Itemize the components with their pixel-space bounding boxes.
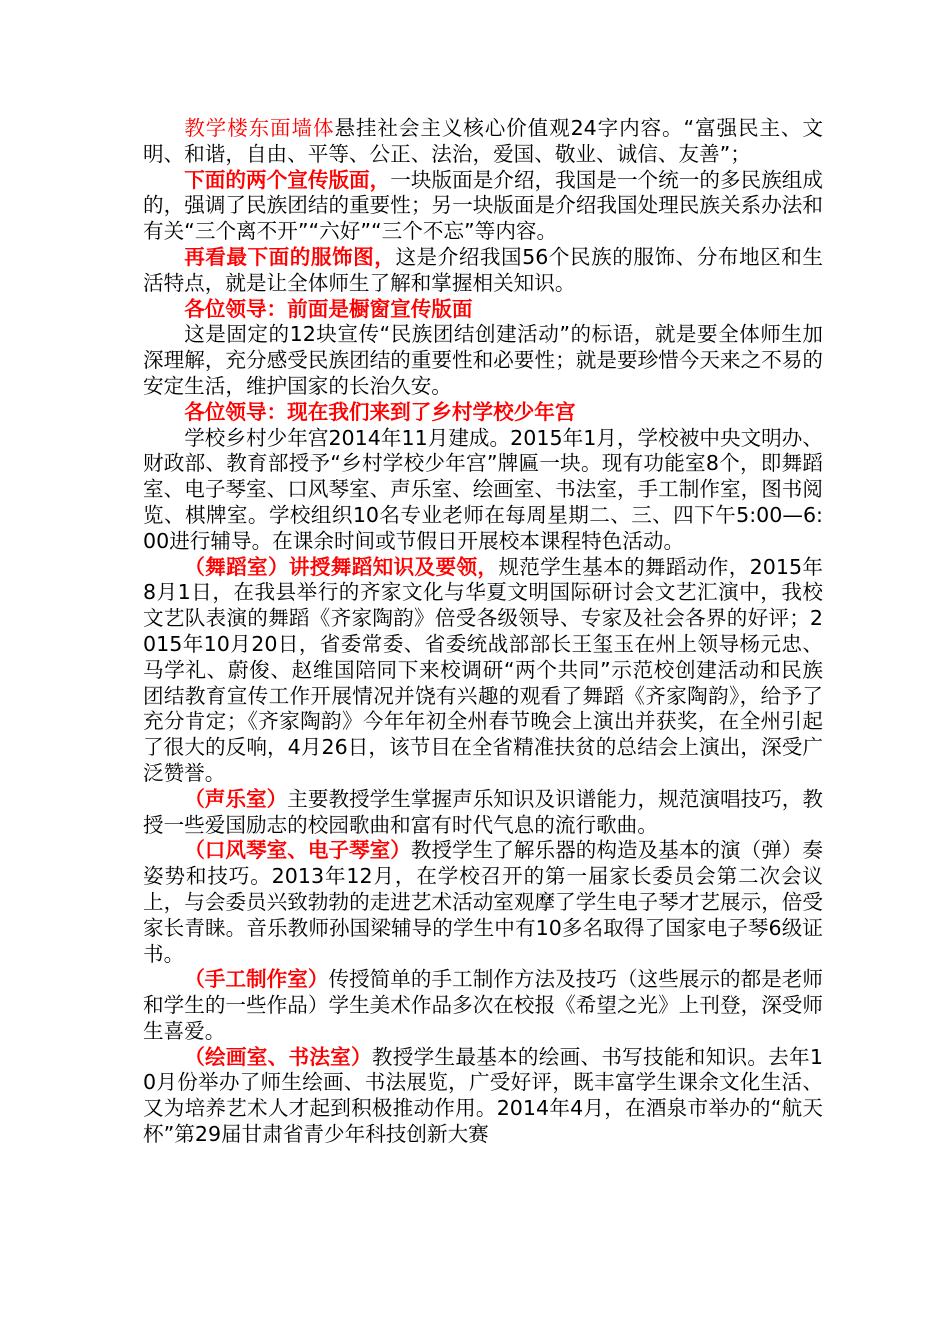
paragraph-heading: 再看最下面的服饰图， [184,244,396,269]
paragraph-heading: （口风琴室、电子琴室） [184,838,411,863]
paragraph-body: 主要教授学生掌握声乐知识及识谱能力，规范演唱技巧，教授一些爱国励志的校园歌曲和富有时代气息的流行歌曲。 [143,786,824,837]
paragraph-body: 一块版面是介绍，我国是一个统一的多民族组成的，强调了民族团结的重要性；另一块版面是介绍我国处理民族关系办法和有关“三个离不开”“六好”“三个不忘”等内容。 [143,167,824,244]
paragraph-body: 教授学生最基本的绘画、书写技能和知识。去年10月份举办了师生绘画、书法展览，广受好评，既丰富学生课余文化生活、又为培养艺术人才起到积极推动作用。2014年4月，在酒泉市举办的“航天杯”第29届甘肃省青少年科技创新大赛 [143,1044,823,1147]
paragraph-body: 这是固定的12块宣传“民族团结创建活动”的标语，就是要全体师生加深理解，充分感受民族团结的重要性和必要性；就是要珍惜今天来之不易的安定生活，维护国家的长治久安。 [143,322,823,398]
document-page [143,116,823,1148]
paragraph-youth-palace [143,426,823,555]
paragraph-dance-room [143,555,823,787]
paragraph-showcase-heading [143,297,823,323]
paragraph-slogans [143,322,823,399]
paragraph-youth-palace-heading [143,400,823,426]
paragraph-heading: （手工制作室） [184,967,329,992]
paragraph-body: 学校乡村少年宫2014年11月建成。2015年1月，学校被中央文明办、财政部、教育部授予“乡村学校少年宫”牌匾一块。现有功能室8个，即舞蹈室、电子琴室、口风琴室、声乐室、绘画室、书法室，手工制作室，图书阅览、棋牌室。学校组织10名专业老师在每周星期二、三、四下午5:00—6:00进行辅导。在课余时间或节假日开展校本课程特色活动。 [143,425,823,553]
paragraph-two-boards [143,168,823,245]
paragraph-body: 这是介绍我国56个民族的服饰、分布地区和生活特点，就是让全体师生了解和掌握相关知识。 [143,244,824,295]
paragraph-heading: 下面的两个宣传版面， [184,167,391,192]
paragraph-painting-room [143,1045,823,1148]
paragraph-body: 传授简单的手工制作方法及技巧（这些展示的都是老师和学生的一些作品）学生美术作品多次在校报《希望之光》上刊登，深受师生喜爱。 [143,967,824,1043]
paragraph-heading: （声乐室） [184,786,288,811]
paragraph-heading: （绘画室、书法室） [184,1044,372,1069]
section-heading: 各位领导：前面是橱窗宣传版面 [184,296,473,321]
paragraph-heading: 教学楼东面墙体 [184,116,335,140]
paragraph-body: 规范学生基本的舞蹈动作，2015年8月1日，在我县举行的齐家文化与华夏文明国际研讨会文艺汇演中，我校文艺队表演的舞蹈《齐家陶韵》倍受各级领导、专家及社会各界的好评；2015年10月20日，省委常委、省委统战部部长王玺玉在州上领导杨元忠、马学礼、蔚俊、赵维国陪同下来校调研“两个共同”示范校创建活动和民族团结教育宣传工作开展情况并饶有兴趣的观看了舞蹈《齐家陶韵》，给予了充分肯定；《齐家陶韵》今年年初全州春节晚会上演出并获奖，在全州引起了很大的反响，4月26日，该节目在全省精准扶贫的总结会上演出，深受广泛赞誉。 [143,554,823,785]
paragraph-body: 悬挂社会主义核心价值观24字内容。“富强民主、文明、和谐，自由、平等、公正、法治，爱国、敬业、诚信、友善”； [143,116,823,166]
paragraph-east-wall [143,116,823,168]
paragraph-keyboard-room [143,838,823,967]
section-heading: 各位领导：现在我们来到了乡村学校少年宫 [184,399,576,424]
paragraph-vocal-room [143,787,823,839]
paragraph-body: 教授学生了解乐器的构造及基本的演（弹）奏姿势和技巧。2013年12月，在学校召开的第一届家长委员会第二次会议上，与会委员兴致勃勃的走进艺术活动室观摩了学生电子琴才艺展示，倍受家长青睐。音乐教师孙国梁辅导的学生中有10多名取得了国家电子琴6级证书。 [143,838,824,966]
paragraph-heading: （舞蹈室）讲授舞蹈知识及要领， [184,554,499,579]
paragraph-handcraft-room [143,967,823,1044]
paragraph-costume-chart [143,245,823,297]
